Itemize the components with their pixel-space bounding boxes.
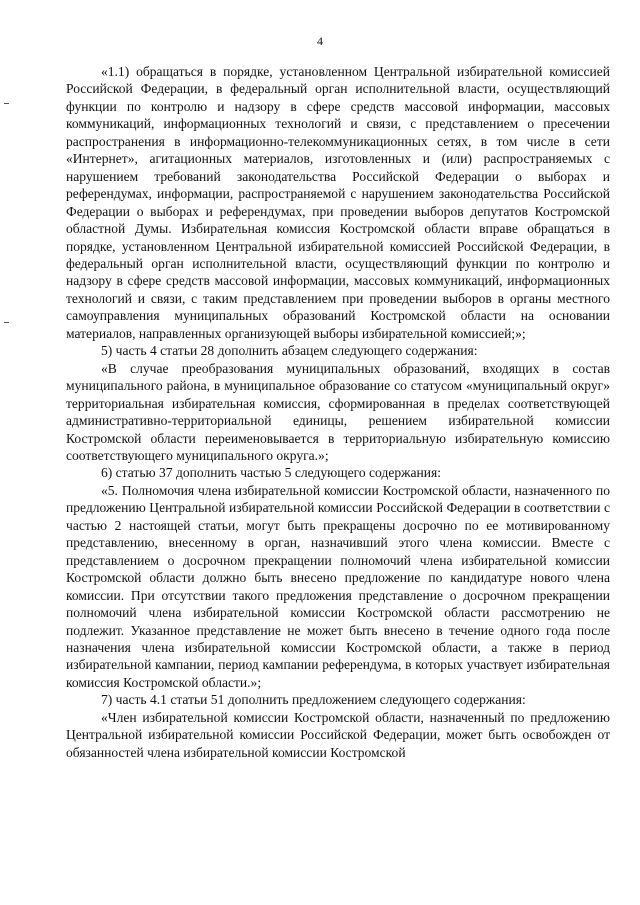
paragraph-item-7: 7) часть 4.1 статьи 51 дополнить предложением следующего содержания: xyxy=(101,692,526,708)
paragraph-item-5-quote: «В случае преобразования муниципальных образований, входящих в состав муниципального района, в муниципальное образование со статусом «муниципальный округ» территориальная избирательная комиссия, сформированная в пределах соответствующей административно-территориальной единицы, решением избирательной комиссии Костромской области переименовывается в территориальную избирательную комиссию соответствующего муниципального округа.»; xyxy=(66,360,610,463)
paragraph-item-5: 5) часть 4 статьи 28 дополнить абзацем следующего содержания: xyxy=(101,343,478,359)
margin-mark xyxy=(4,103,9,104)
paragraph-item-6-quote: «5. Полномочия члена избирательной комиссии Костромской области, назначенного по предложению Центральной избирательной комиссии Российской Федерации в соответствии с частью 2 настоящей статьи, могут быть прекращены досрочно по ее мотивированному представлению, внесенному в орган, назначивший этого члена комиссии. Вместе с представлением о досрочном прекращении полномочий члена избирательной комиссии Костромской области должно быть внесено предложение по кандидатуре нового члена комиссии. При отсутствии такого предложения представление о досрочном прекращении полномочий члена избирательной комиссии Костромской области рассмотрению не подлежит. Указанное представление не может быть внесено в течение одного года после назначения члена избирательной комиссии Костромской области, а также в период избирательной кампании, период кампании референдума, в которых участвует избирательная комиссия Костромской области.»; xyxy=(66,482,610,690)
paragraph-item-6: 6) статью 37 дополнить частью 5 следующего содержания: xyxy=(101,465,441,481)
document-body xyxy=(66,63,610,761)
paragraph-1-1: «1.1) обращаться в порядке, установленном Центральной избирательной комиссией Российской Федерации, в федеральный орган исполнительной власти, осуществляющий функции по контролю и надзору в сфере средств массовой информации, массовых коммуникаций, информационных технологий и связи, с представлением о пресечении распространения в информационно-телекоммуникационных сетях, в том числе в сети «Интернет», агитационных материалов, изготовленных и (или) распространяемых с нарушением требований законодательства Российской Федерации о выборах и референдумах, информации, распространяемой с нарушением законодательства Российской Федерации о выборах и референдумах, при проведении выборов депутатов Костромской областной Думы. Избирательная комиссия Костромской области вправе обращаться в порядке, установленном Центральной избирательной комиссией Российской Федерации, в федеральный орган исполнительной власти, осуществляющий функции по контролю и надзору в сфере средств массовой информации, массовых коммуникаций, информационных технологий и связи, с таким представлением при проведении выборов в органы местного самоуправления муниципальных образований Костромской области на основании материалов, направленных организующей выборы избирательной комиссией;»; xyxy=(66,64,610,341)
paragraph-item-7-quote: «Член избирательной комиссии Костромской области, назначенный по предложению Центральной избирательной комиссии Российской Федерации, может быть освобожден от обязанностей члена избирательной комиссии Костромской xyxy=(66,709,610,760)
page-number: 4 xyxy=(317,34,323,48)
margin-mark xyxy=(4,322,9,323)
